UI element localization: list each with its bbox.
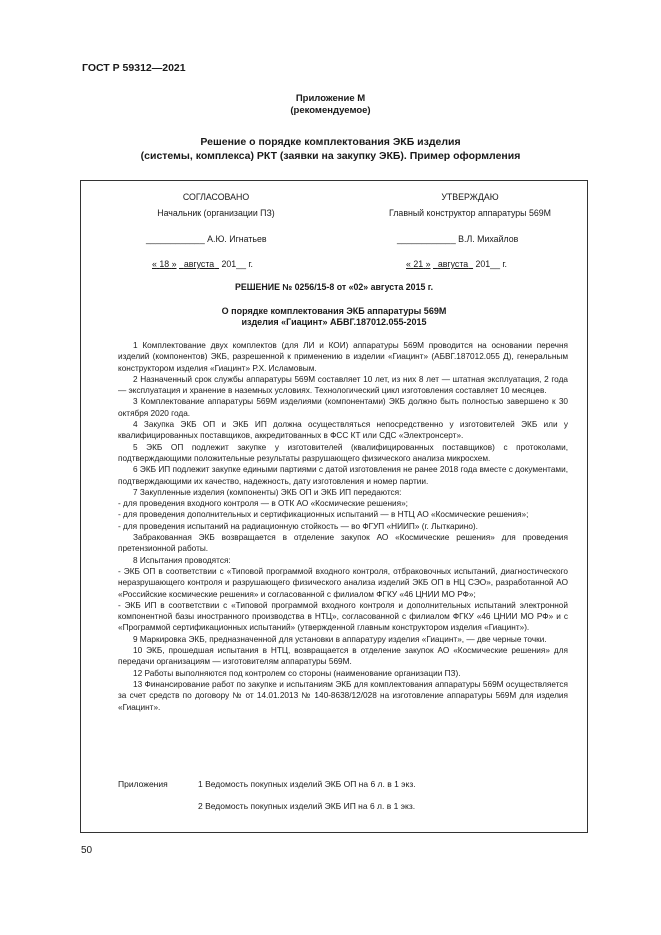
standard-designation: ГОСТ Р 59312—2021 bbox=[82, 62, 186, 74]
approval-right-name: В.Л. Михайлов bbox=[458, 234, 519, 244]
attachment-item: 1 Ведомость покупных изделий ЭКБ ОП на 6 л. в 1 экз. bbox=[198, 779, 416, 789]
signature-line: ____________ bbox=[397, 234, 456, 244]
signature-line: ____________ bbox=[146, 234, 205, 244]
decision-paragraph: 8 Испытания проводятся: bbox=[133, 555, 231, 565]
decision-paragraph: - для проведения испытаний на радиационную стойкость — во ФГУП «НИИП» (г. Лыткарино). bbox=[118, 521, 478, 531]
approval-left-signature bbox=[146, 234, 267, 244]
decision-paragraph: 3 Комплектование аппаратуры 569М изделиями (компонентами) ЭКБ должно быть полностью завершено к 30 октября 2020 года. bbox=[118, 397, 568, 418]
approval-left-header bbox=[96, 192, 336, 218]
decision-paragraph: 12 Работы выполняются под контролем со стороны (наименование организации ПЗ). bbox=[133, 668, 461, 678]
decision-paragraph: 7 Закупленные изделия (компоненты) ЭКБ ОП и ЭКБ ИП передаются: bbox=[133, 487, 402, 497]
approval-right-header bbox=[350, 192, 590, 218]
attachments-label: Приложения bbox=[118, 779, 168, 789]
approval-right-position: Главный конструктор аппаратуры 569М bbox=[389, 208, 551, 218]
document-title-line-1: Решение о порядке комплектования ЭКБ изделия bbox=[200, 136, 461, 148]
decision-paragraph: - ЭКБ ОП в соответствии с «Типовой программой входного контроля, отбраковочных испытаний, диагностического неразрушающего контроля и разрушающего физического анализа изделий ЭКБ ОП в НЦ СЭО», разработанной АО «Российские космические решения» и согласованной с филиалом ФГКУ «46 ЦНИИ МО РФ»; bbox=[118, 566, 568, 599]
approval-left-position: Начальник (организации ПЗ) bbox=[157, 208, 275, 218]
approval-left-name: А.Ю. Игнатьев bbox=[207, 234, 267, 244]
decision-subject-line-2: изделия «Гиацинт» АБВГ.187012.055-2015 bbox=[241, 317, 427, 327]
decision-body bbox=[118, 340, 568, 713]
approval-left-day: 18 bbox=[159, 259, 170, 269]
decision-number: РЕШЕНИЕ № 0256/15-8 от «02» августа 2015 г. bbox=[234, 282, 434, 292]
approval-right-heading: УТВЕРЖДАЮ bbox=[441, 192, 499, 202]
decision-paragraph: 2 Назначенный срок службы аппаратуры 569М составляет 10 лет, из них 8 лет — штатная эксплуатация, 2 года — эксплуатация и хранение в наземных условиях. Технологический цикл изготовления составляет 10 месяцев. bbox=[118, 374, 568, 396]
approval-right-year: 201__ г. bbox=[475, 259, 507, 269]
document-title bbox=[0, 135, 661, 163]
decision-paragraph: 9 Маркировка ЭКБ, предназначенной для установки в аппаратуру изделия «Гиацинт», — две черные точки. bbox=[133, 634, 547, 644]
appendix-title: Приложение М bbox=[295, 93, 366, 104]
approval-right-signature bbox=[397, 234, 518, 244]
attachment-item: 2 Ведомость покупных изделий ЭКБ ИП на 6 л. в 1 экз. bbox=[198, 801, 416, 811]
approval-left-year: 201__ г. bbox=[221, 259, 253, 269]
page-number: 50 bbox=[81, 845, 93, 856]
decision-paragraph: - для проведения дополнительных и сертификационных испытаний — в НТЦ АО «Космические решения»; bbox=[118, 510, 529, 520]
approval-right-month: августа bbox=[437, 259, 469, 269]
appendix-heading bbox=[0, 93, 661, 117]
approval-right-date: « 21 » августа 201__ г. bbox=[406, 259, 507, 269]
appendix-note: (рекомендуемое) bbox=[290, 105, 371, 116]
approval-right-day: 21 bbox=[413, 259, 424, 269]
approval-left-heading: СОГЛАСОВАНО bbox=[182, 192, 250, 202]
document-title-line-2: (системы, комплекса) РКТ (заявки на закупку ЭКБ). Пример оформления bbox=[140, 150, 521, 162]
decision-paragraph: 13 Финансирование работ по закупке и испытаниям ЭКБ для комплектования аппаратуры 569М осуществляется за счет средств по договору № от 14.01.2013 № 140-8638/12/028 на изготовление аппаратуры 569М для изделия «Гиацинт». bbox=[118, 679, 568, 712]
decision-paragraph: - для проведения входного контроля — в ОТК АО «Космические решения»; bbox=[118, 499, 408, 509]
decision-paragraph: 5 ЭКБ ОП подлежит закупке у изготовителей (квалифицированных поставщиков) с протоколами, подтверждающими положительные результаты разрушающего физического анализа микросхем. bbox=[118, 442, 568, 463]
decision-paragraph: 10 ЭКБ, прошедшая испытания в НТЦ, возвращается в отделение закупок АО «Космические решения» для передачи организациям — изготовителям аппаратуры 569М. bbox=[118, 646, 568, 667]
decision-paragraph: Забракованная ЭКБ возвращается в отделение закупок АО «Космические решения» для проведения претензионной работы. bbox=[118, 533, 568, 554]
decision-paragraph: - ЭКБ ИП в соответствии с «Типовой программой входного контроля и дополнительных испытаний электронной компонентной базы иностранного производства в НТЦ», согласованной с филиалом ФГКУ «46 ЦНИИ МО РФ» и с «Программой сертификационных испытаний» (утвержденной главным конструктором изделия «Гиацинт»). bbox=[118, 600, 568, 633]
decision-paragraph: 6 ЭКБ ИП подлежит закупке едиными партиями с датой изготовления не ранее 2018 года вместе с документами, подтверждающими их качество, надежность, дату изготовления и номер партии. bbox=[118, 465, 568, 486]
decision-subject-line-1: О порядке комплектования ЭКБ аппаратуры 569М bbox=[221, 306, 447, 316]
decision-subject bbox=[80, 306, 588, 328]
approval-left-date: « 18 » августа 201__ г. bbox=[152, 259, 253, 269]
decision-paragraph: 4 Закупка ЭКБ ОП и ЭКБ ИП должна осуществляться непосредственно у изготовителей ЭКБ или у квалифицированных поставщиков, аккредитованных в ФСС КТ или СДС «Электронсерт». bbox=[118, 420, 568, 441]
approval-left-month: августа bbox=[183, 259, 215, 269]
decision-paragraph: 1 Комплектование двух комплектов (для ЛИ и КОИ) аппаратуры 569М проводится на основании перечня изделий (компонентов) ЭКБ, разрешенной к применению в изделии «Гиацинт» (АБВГ.187012.055 Д), генеральным конструктором изделия «Гиацинт» Р.Х. Исламовым. bbox=[118, 341, 568, 373]
